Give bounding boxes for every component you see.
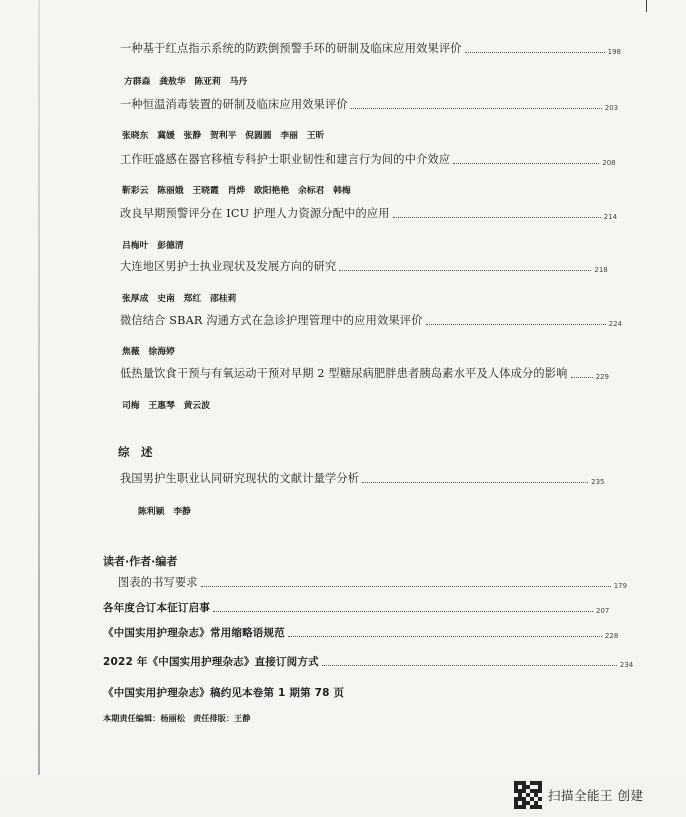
article-authors: 靳彩云 陈丽娥 王晓霞 肖烨 欧阳艳艳 余标君 韩梅 bbox=[122, 186, 351, 196]
article-title: 一种基于红点指示系统的防跌倒预警手环的研制及临床应用效果评价 bbox=[120, 42, 462, 55]
dot-leader bbox=[213, 602, 593, 612]
page-number: 224 bbox=[608, 320, 622, 328]
qr-code-icon bbox=[514, 781, 542, 809]
page-edge bbox=[38, 0, 40, 775]
dot-leader bbox=[339, 261, 591, 271]
dot-leader bbox=[322, 656, 617, 666]
page-edge-mark bbox=[646, 0, 647, 12]
toc-entry[interactable] bbox=[103, 654, 633, 669]
notice-title: 《中国实用护理杂志》常用缩略语规范 bbox=[103, 627, 285, 639]
dot-leader bbox=[288, 627, 602, 637]
section-heading-review: 综 述 bbox=[118, 445, 153, 459]
article-authors: 陈利颖 李静 bbox=[138, 507, 191, 517]
toc-entry[interactable] bbox=[120, 258, 608, 274]
toc-entry[interactable] bbox=[103, 600, 609, 615]
toc-entry[interactable] bbox=[120, 205, 617, 221]
article-title: 微信结合 SBAR 沟通方式在急诊护理管理中的应用效果评价 bbox=[120, 314, 423, 327]
page-number: 229 bbox=[595, 373, 609, 381]
scanner-watermark bbox=[514, 781, 643, 809]
article-title: 大连地区男护士执业现状及发展方向的研究 bbox=[120, 260, 337, 273]
article-title: 工作旺盛感在器官移植专科护士职业韧性和建言行为间的中介效应 bbox=[120, 153, 451, 166]
article-authors: 方群森 龚敖华 陈亚莉 马丹 bbox=[124, 77, 248, 87]
page-number: 214 bbox=[603, 213, 618, 221]
dot-leader bbox=[426, 315, 606, 325]
article-authors: 吕梅叶 彭德清 bbox=[122, 241, 184, 251]
page-number: 207 bbox=[596, 607, 610, 615]
toc-entry[interactable] bbox=[120, 151, 616, 167]
page-number: 208 bbox=[602, 159, 616, 167]
toc-entry[interactable] bbox=[120, 40, 621, 56]
page-number: 198 bbox=[607, 48, 622, 56]
page-number: 203 bbox=[604, 104, 619, 112]
toc-entry[interactable] bbox=[120, 365, 609, 381]
notice-title: 《中国实用护理杂志》稿约见本卷第 1 期第 78 页 bbox=[103, 687, 345, 699]
dot-leader bbox=[201, 577, 611, 587]
dot-leader bbox=[393, 208, 601, 218]
article-title: 一种恒温消毒装置的研制及临床应用效果评价 bbox=[120, 98, 348, 111]
article-authors: 司梅 王惠琴 黄云波 bbox=[122, 401, 210, 411]
page-number: 234 bbox=[619, 661, 634, 669]
notice-title: 2022 年《中国实用护理杂志》直接订阅方式 bbox=[103, 656, 319, 668]
dot-leader bbox=[351, 99, 602, 109]
notice-title: 图表的书写要求 bbox=[118, 576, 198, 589]
toc-entry[interactable] bbox=[118, 574, 627, 590]
article-authors: 张晓东 冀媛 张静 贺利平 倪圆圆 李丽 王昕 bbox=[122, 131, 325, 141]
toc-entry[interactable] bbox=[120, 312, 622, 328]
dot-leader bbox=[362, 473, 588, 483]
page-number: 228 bbox=[604, 632, 619, 640]
page-number: 218 bbox=[594, 266, 608, 274]
editor-credits: 本期责任编辑：杨丽松 责任排版：王静 bbox=[103, 713, 251, 723]
dot-leader bbox=[453, 154, 599, 164]
article-title: 我国男护生职业认同研究现状的文献计量学分析 bbox=[120, 472, 360, 485]
page-number: 179 bbox=[613, 582, 628, 590]
dot-leader bbox=[571, 368, 593, 378]
toc-entry[interactable] bbox=[103, 625, 618, 640]
article-authors: 张厚成 史南 郑红 邵桂莉 bbox=[122, 294, 237, 304]
submission-note bbox=[103, 685, 344, 700]
article-title: 低热量饮食干预与有氧运动干预对早期 2 型糖尿病肥胖患者胰岛素水平及人体成分的影响 bbox=[120, 367, 568, 380]
watermark-text: 扫描全能王 创建 bbox=[548, 788, 644, 803]
section-heading-readers: 读者·作者·编者 bbox=[103, 555, 178, 568]
notice-title: 各年度合订本征订启事 bbox=[103, 602, 210, 614]
dot-leader bbox=[465, 43, 605, 53]
page-number: 235 bbox=[591, 478, 605, 486]
article-title: 改良早期预警评分在 ICU 护理人力资源分配中的应用 bbox=[120, 207, 390, 220]
toc-entry[interactable] bbox=[120, 96, 618, 112]
article-authors: 焦薇 徐海婷 bbox=[122, 347, 175, 357]
toc-entry[interactable] bbox=[120, 470, 605, 486]
